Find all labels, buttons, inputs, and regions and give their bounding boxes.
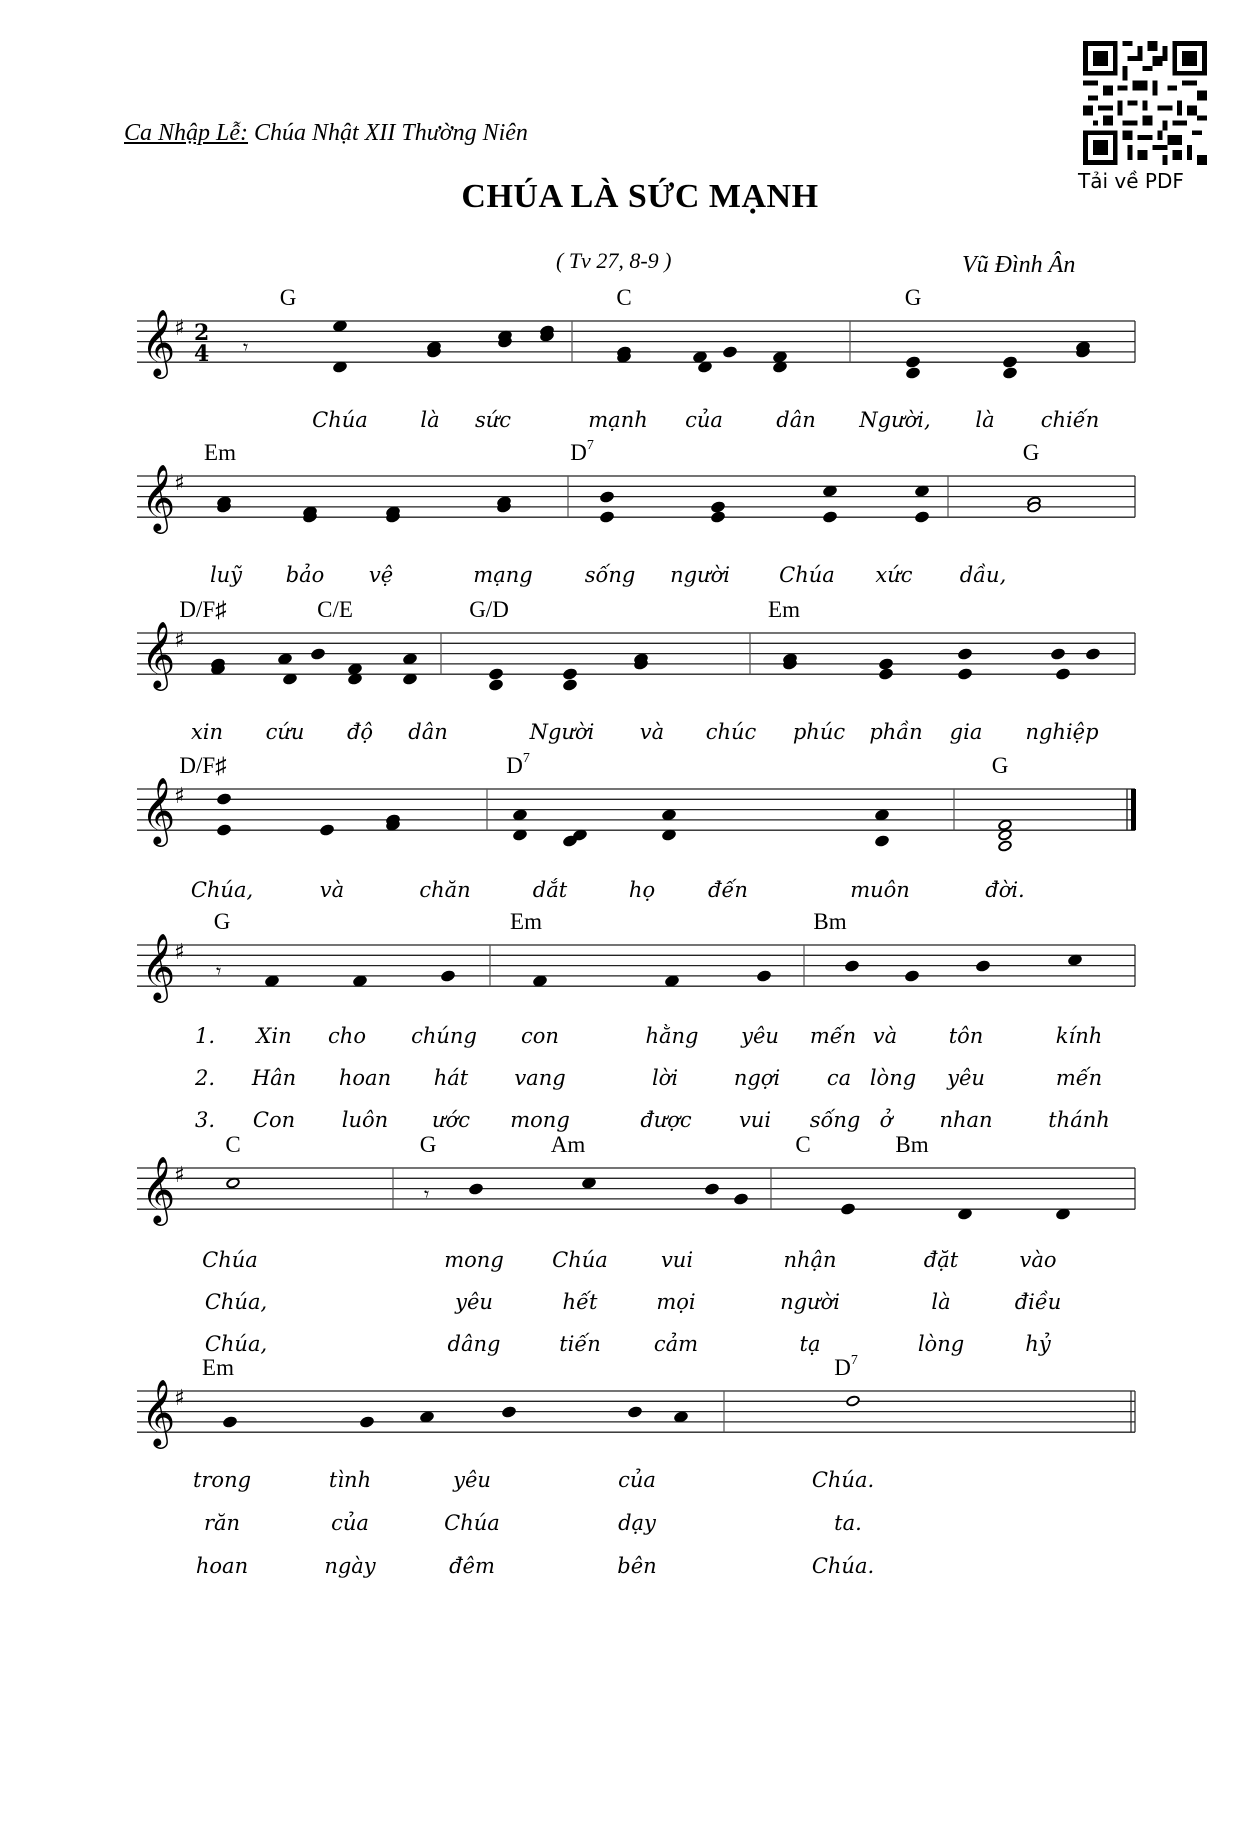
chord-symbol: Em [204, 440, 236, 465]
lyric-syllable: nghiệp [1025, 720, 1099, 744]
lyric-syllable: hỷ [1025, 1332, 1051, 1356]
lyric-syllable: Chúa [312, 408, 368, 432]
psalm-reference: ( Tv 27, 8-9 ) [556, 248, 672, 273]
lyric-syllable: sống [584, 563, 636, 587]
chord-symbol: G [991, 753, 1009, 778]
lyric-syllable: xin [190, 720, 224, 744]
lyric-syllable: hết [562, 1290, 598, 1314]
lyric-syllable: Chúa, [190, 878, 254, 902]
lyric-syllable: vào [1019, 1248, 1057, 1272]
lyric-syllable: họ [628, 878, 656, 902]
eighth-rest-icon: 𝄾 [243, 334, 249, 359]
sharp-icon: ♯ [174, 940, 185, 965]
sharp-icon: ♯ [174, 784, 185, 809]
lyric-syllable: người [780, 1290, 840, 1314]
song-title: CHÚA LÀ SỨC MẠNH [461, 178, 819, 215]
lyric-syllable: luôn [341, 1108, 389, 1132]
svg-text:4: 4 [194, 341, 210, 367]
lyric-syllable: chiến [1040, 408, 1100, 432]
lyric-syllable: muôn [850, 878, 910, 902]
lyric-syllable: tạ [799, 1332, 821, 1356]
chord-symbol: D/F♯ [179, 753, 227, 778]
lyric-syllable: và [639, 720, 665, 744]
occasion-text: Chúa Nhật XII Thường Niên [248, 120, 528, 146]
lyric-syllable: Xin [256, 1024, 292, 1048]
lyric-syllable: cho [328, 1024, 366, 1048]
lyric-syllable: ngợi [733, 1066, 781, 1090]
lyric-syllable: 2. [194, 1066, 216, 1090]
lyric-syllable: mọi [656, 1290, 696, 1314]
chord-symbol: C [795, 1132, 811, 1157]
lyric-syllable: dạy [618, 1511, 656, 1535]
treble-clef-icon: 𝄞 [141, 1155, 176, 1223]
lyric-syllable: ở [879, 1108, 893, 1132]
lyric-syllable: vang [514, 1066, 566, 1090]
chord-symbol: G [213, 909, 231, 934]
lyric-syllable: yêu [947, 1066, 985, 1090]
lyric-syllable: thánh [1048, 1108, 1110, 1132]
lyric-syllable: mạnh [588, 408, 648, 432]
lyric-syllable: Chúa. [811, 1554, 875, 1578]
chord-symbol: G [419, 1132, 437, 1157]
lyric-syllable: lòng [917, 1332, 965, 1356]
lyric-syllable: Chúa [202, 1248, 258, 1272]
lyric-syllable: là [931, 1290, 951, 1314]
lyric-syllable: chăn [419, 878, 471, 902]
lyric-syllable: luỹ [209, 563, 243, 587]
lyric-syllable: phần [869, 720, 923, 744]
composer-name: Vũ Đình Ân [962, 252, 1076, 278]
lyric-syllable: tiến [559, 1332, 601, 1356]
lyric-syllable: Người [529, 720, 595, 744]
sharp-icon: ♯ [174, 628, 185, 653]
chord-symbol: Bm [895, 1132, 929, 1157]
lyric-syllable: dắt [532, 878, 568, 902]
lyric-syllable: sống [809, 1108, 861, 1132]
lyric-syllable: của [331, 1511, 369, 1535]
chord-symbol: G [1022, 440, 1040, 465]
lyric-syllable: bảo [285, 563, 325, 587]
lyric-syllable: ước [432, 1108, 470, 1132]
lyric-syllable: là [975, 408, 995, 432]
lyric-syllable: trong [192, 1468, 252, 1492]
chord-symbol: Bm [813, 909, 847, 934]
lyric-syllable: yêu [455, 1290, 493, 1314]
lyric-syllable: Người, [859, 408, 931, 432]
lyric-syllable: xức [875, 563, 913, 587]
chord-symbol: G [279, 285, 297, 310]
lyric-syllable: gia [949, 720, 983, 744]
lyric-syllable: 1. [194, 1024, 216, 1048]
sharp-icon: ♯ [174, 316, 185, 341]
lyric-syllable: nhan [939, 1108, 993, 1132]
lyric-syllable: mến [809, 1024, 857, 1048]
lyric-syllable: Con [252, 1108, 296, 1132]
lyric-syllable: Chúa, [204, 1290, 268, 1314]
chord-symbol: $D^7$ [834, 1353, 858, 1380]
lyric-syllable: và [872, 1024, 898, 1048]
lyric-syllable: đến [708, 878, 748, 902]
lyric-syllable: lòng [869, 1066, 917, 1090]
treble-clef-icon: 𝄞 [141, 776, 176, 844]
lyric-syllable: ca [826, 1066, 852, 1090]
download-pdf-link[interactable]: Tải về PDF [1078, 169, 1184, 193]
chord-symbol: Em [202, 1355, 234, 1380]
lyric-syllable: bên [617, 1554, 657, 1578]
svg-text:2: 2 [194, 320, 210, 346]
lyric-syllable: và [319, 878, 345, 902]
treble-clef-icon: 𝄞 [141, 463, 176, 531]
lyric-syllable: chúc [705, 720, 757, 744]
lyric-syllable: ta. [834, 1511, 862, 1535]
lyric-syllable: lời [651, 1066, 679, 1090]
lyric-syllable: 3. [194, 1108, 216, 1132]
lyric-syllable: hằng [645, 1024, 699, 1048]
lyric-syllable: tình [328, 1468, 372, 1492]
lyric-syllable: người [670, 563, 730, 587]
chord-symbol: G/D [469, 597, 509, 622]
lyric-syllable: mong [510, 1108, 570, 1132]
lyric-syllable: là [420, 408, 440, 432]
lyric-syllable: dân [776, 408, 816, 432]
lyric-syllable: Chúa. [811, 1468, 875, 1492]
lyric-syllable: răn [203, 1511, 241, 1535]
lyric-syllable: vệ [368, 563, 394, 587]
lyric-syllable: hoan [195, 1554, 249, 1578]
lyric-syllable: tôn [948, 1024, 984, 1048]
lyric-syllable: của [685, 408, 723, 432]
lyric-syllable: đời. [985, 878, 1025, 902]
occasion-label: Ca Nhập Lễ: [124, 120, 249, 146]
lyric-syllable: cảm [653, 1332, 699, 1356]
lyric-syllable: đặt [923, 1248, 959, 1272]
lyric-syllable: vui [738, 1108, 772, 1132]
chord-symbol: Em [510, 909, 542, 934]
lyric-syllable: dâng [447, 1332, 501, 1356]
treble-clef-icon: 𝄞 [141, 308, 176, 376]
chord-symbol: $D^7$ [506, 751, 530, 778]
lyric-syllable: Hân [251, 1066, 297, 1090]
chord-symbol: Em [768, 597, 800, 622]
lyric-syllable: ngày [324, 1554, 376, 1578]
lyric-syllable: mạng [473, 563, 533, 587]
chord-symbol: $D^7$ [570, 438, 594, 465]
treble-clef-icon: 𝄞 [141, 1378, 176, 1446]
lyric-syllable: điều [1014, 1290, 1062, 1314]
chord-symbol: G [904, 285, 922, 310]
chord-symbol: C/E [317, 597, 353, 622]
lyric-syllable: Chúa [779, 563, 835, 587]
chord-symbol: C [616, 285, 632, 310]
lyric-syllable: chúng [411, 1024, 477, 1048]
lyric-syllable: Chúa [552, 1248, 608, 1272]
eighth-rest-icon: 𝄾 [424, 1181, 430, 1206]
sharp-icon: ♯ [174, 1163, 185, 1188]
lyric-syllable: cứu [265, 720, 305, 744]
lyric-syllable: nhận [783, 1248, 837, 1272]
chord-symbol: D/F♯ [179, 597, 227, 622]
lyric-syllable: dân [408, 720, 448, 744]
lyric-syllable: Chúa [444, 1511, 500, 1535]
eighth-rest-icon: 𝄾 [216, 958, 222, 983]
lyric-syllable: yêu [453, 1468, 491, 1492]
lyric-syllable: Chúa, [204, 1332, 268, 1356]
lyric-syllable: sức [474, 408, 512, 432]
sharp-icon: ♯ [174, 1386, 185, 1411]
treble-clef-icon: 𝄞 [141, 932, 176, 1000]
lyric-syllable: hoan [338, 1066, 392, 1090]
lyric-syllable: hát [433, 1066, 469, 1090]
lyric-syllable: phúc [792, 720, 846, 744]
lyric-syllable: yêu [741, 1024, 779, 1048]
lyric-syllable: mến [1055, 1066, 1103, 1090]
lyric-syllable: độ [346, 720, 374, 744]
lyric-syllable: của [618, 1468, 656, 1492]
lyric-syllable: mong [444, 1248, 504, 1272]
lyric-syllable: kính [1055, 1024, 1103, 1048]
sharp-icon: ♯ [174, 471, 185, 496]
lyric-syllable: vui [660, 1248, 694, 1272]
lyric-syllable: con [521, 1024, 559, 1048]
treble-clef-icon: 𝄞 [141, 620, 176, 688]
lyric-syllable: đêm [449, 1554, 495, 1578]
lyric-syllable: được [640, 1108, 692, 1132]
chord-symbol: C [225, 1132, 241, 1157]
lyric-syllable: dầu, [959, 563, 1007, 587]
chord-symbol: Am [550, 1132, 586, 1157]
